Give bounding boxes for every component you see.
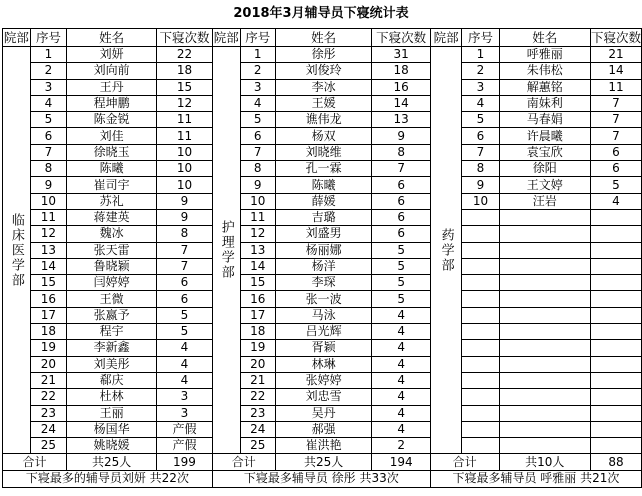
row-count — [590, 226, 641, 242]
row-count: 4 — [372, 324, 430, 340]
row-no: 24 — [30, 421, 66, 437]
row-name — [499, 307, 590, 323]
row-name: 王丹 — [67, 79, 157, 95]
row-name — [499, 291, 590, 307]
row-count: 14 — [590, 63, 641, 79]
name-header: 姓名 — [67, 29, 157, 47]
row-count: 7 — [590, 95, 641, 111]
name-header: 姓名 — [275, 29, 372, 47]
row-no — [462, 258, 499, 274]
row-name — [499, 389, 590, 405]
row-no: 1 — [30, 47, 66, 63]
row-name — [499, 275, 590, 291]
row-count: 4 — [372, 340, 430, 356]
table-row — [3, 47, 642, 63]
row-no: 25 — [30, 438, 66, 454]
footer-row — [3, 470, 642, 487]
row-name — [499, 356, 590, 372]
row-count — [590, 405, 641, 421]
row-count — [590, 421, 641, 437]
row-name: 闫婷婷 — [67, 275, 157, 291]
row-count: 产假 — [157, 438, 213, 454]
row-name — [499, 340, 590, 356]
row-name: 鲁晓颖 — [67, 258, 157, 274]
row-count — [590, 389, 641, 405]
row-count: 10 — [157, 177, 213, 193]
row-count — [590, 209, 641, 225]
row-count: 7 — [590, 128, 641, 144]
table-row — [3, 291, 642, 307]
table-row — [3, 405, 642, 421]
row-no: 15 — [30, 275, 66, 291]
row-count: 31 — [372, 47, 430, 63]
row-name — [499, 209, 590, 225]
row-no: 7 — [240, 144, 275, 160]
row-name: 胥颖 — [275, 340, 372, 356]
row-name: 徐彤 — [275, 47, 372, 63]
row-name: 吉璐 — [275, 209, 372, 225]
row-count: 10 — [157, 144, 213, 160]
total-label: 合计 — [430, 454, 499, 470]
row-name: 杜林 — [67, 389, 157, 405]
row-name: 陈曦 — [275, 177, 372, 193]
row-count: 21 — [590, 47, 641, 63]
row-name: 刘晓维 — [275, 144, 372, 160]
count-header: 下寝次数 — [157, 29, 213, 47]
row-count: 4 — [157, 356, 213, 372]
name-header: 姓名 — [499, 29, 590, 47]
row-no — [462, 226, 499, 242]
row-no: 13 — [30, 242, 66, 258]
row-count — [590, 324, 641, 340]
table-row — [3, 209, 642, 225]
row-no: 7 — [462, 144, 499, 160]
row-name — [499, 324, 590, 340]
row-no — [462, 405, 499, 421]
dept-label: 护理学部 — [212, 47, 240, 454]
row-no: 13 — [240, 242, 275, 258]
row-count: 4 — [372, 421, 430, 437]
row-no: 21 — [30, 372, 66, 388]
row-no — [462, 324, 499, 340]
row-count: 7 — [157, 242, 213, 258]
row-name: 王媛 — [275, 95, 372, 111]
row-count: 4 — [590, 193, 641, 209]
row-no: 6 — [240, 128, 275, 144]
table-row — [3, 161, 642, 177]
row-name: 蒋建英 — [67, 209, 157, 225]
row-count: 9 — [372, 128, 430, 144]
row-count: 7 — [590, 112, 641, 128]
row-name: 刘忠雪 — [275, 389, 372, 405]
row-count: 6 — [372, 177, 430, 193]
row-no: 9 — [462, 177, 499, 193]
row-name — [499, 258, 590, 274]
row-name: 许晨曦 — [499, 128, 590, 144]
row-name: 杨双 — [275, 128, 372, 144]
row-name: 刘盛男 — [275, 226, 372, 242]
table-row — [3, 242, 642, 258]
row-no: 9 — [240, 177, 275, 193]
table-row — [3, 340, 642, 356]
row-count: 11 — [590, 79, 641, 95]
row-no: 2 — [240, 63, 275, 79]
row-no: 3 — [30, 79, 66, 95]
row-name: 吕光辉 — [275, 324, 372, 340]
table-row — [3, 193, 642, 209]
row-name: 郗庆 — [67, 372, 157, 388]
row-name — [499, 421, 590, 437]
row-no: 11 — [30, 209, 66, 225]
table-row — [3, 307, 642, 323]
total-label: 合计 — [3, 454, 67, 470]
row-name: 王微 — [67, 291, 157, 307]
row-count: 4 — [372, 307, 430, 323]
row-name — [499, 242, 590, 258]
row-no: 12 — [30, 226, 66, 242]
row-name: 孔一霖 — [275, 161, 372, 177]
dept-header: 院部 — [430, 29, 462, 47]
row-count: 11 — [157, 112, 213, 128]
row-name — [499, 226, 590, 242]
row-no: 23 — [240, 405, 275, 421]
row-no: 22 — [30, 389, 66, 405]
row-name: 张嬴予 — [67, 307, 157, 323]
row-no: 8 — [462, 161, 499, 177]
row-no: 17 — [240, 307, 275, 323]
row-count: 4 — [372, 389, 430, 405]
row-no: 11 — [240, 209, 275, 225]
no-header: 序号 — [30, 29, 66, 47]
row-no: 16 — [30, 291, 66, 307]
row-name: 林琳 — [275, 356, 372, 372]
row-name: 王文婷 — [499, 177, 590, 193]
row-count: 4 — [372, 356, 430, 372]
table-row — [3, 258, 642, 274]
row-no: 20 — [240, 356, 275, 372]
row-name: 徐阳 — [499, 161, 590, 177]
row-no: 9 — [30, 177, 66, 193]
row-no: 1 — [462, 47, 499, 63]
row-no: 18 — [30, 324, 66, 340]
row-count: 产假 — [157, 421, 213, 437]
row-no — [462, 209, 499, 225]
row-no — [462, 307, 499, 323]
row-name: 刘妍 — [67, 47, 157, 63]
header-row — [3, 29, 642, 47]
row-count: 5 — [372, 275, 430, 291]
count-header: 下寝次数 — [590, 30, 641, 45]
row-no: 10 — [240, 193, 275, 209]
row-name: 谯伟龙 — [275, 112, 372, 128]
row-name: 程坤鹏 — [67, 95, 157, 111]
table-row — [3, 324, 642, 340]
row-count: 18 — [372, 63, 430, 79]
top-counselor-note: 下寝最多辅导员 徐彤 共33次 — [212, 470, 430, 487]
statistics-table — [2, 28, 642, 488]
total-people: 共10人 — [499, 454, 590, 470]
row-no: 7 — [30, 144, 66, 160]
row-name: 朱伟松 — [499, 63, 590, 79]
row-no: 8 — [30, 161, 66, 177]
page-title: 2018年3月辅导员下寝统计表 — [233, 6, 409, 21]
row-name: 魏冰 — [67, 226, 157, 242]
row-count: 14 — [372, 95, 430, 111]
row-count: 16 — [372, 79, 430, 95]
row-no: 4 — [240, 95, 275, 111]
row-count — [590, 356, 641, 372]
no-header: 序号 — [462, 29, 499, 47]
row-count: 5 — [157, 324, 213, 340]
row-no: 16 — [240, 291, 275, 307]
row-count: 9 — [157, 193, 213, 209]
row-no: 10 — [462, 193, 499, 209]
row-count: 4 — [157, 372, 213, 388]
row-name: 刘美彤 — [67, 356, 157, 372]
row-name: 刘向前 — [67, 63, 157, 79]
row-name: 杨丽娜 — [275, 242, 372, 258]
row-no: 5 — [462, 112, 499, 128]
row-name: 姚晓媛 — [67, 438, 157, 454]
table-row — [3, 144, 642, 160]
row-count: 6 — [372, 193, 430, 209]
row-count: 8 — [372, 144, 430, 160]
top-counselor-note: 下寝最多的辅导员刘妍 共22次 — [3, 470, 213, 487]
row-count: 6 — [372, 209, 430, 225]
row-count: 18 — [157, 63, 213, 79]
table-row — [3, 63, 642, 79]
row-count: 13 — [372, 112, 430, 128]
row-no: 23 — [30, 405, 66, 421]
table-row — [3, 79, 642, 95]
row-count: 5 — [372, 258, 430, 274]
row-no — [462, 356, 499, 372]
row-no: 14 — [240, 258, 275, 274]
row-no: 5 — [240, 112, 275, 128]
row-count: 5 — [590, 177, 641, 193]
total-people: 共25人 — [67, 454, 157, 470]
row-no: 21 — [240, 372, 275, 388]
row-count: 6 — [157, 275, 213, 291]
row-count: 7 — [372, 161, 430, 177]
row-name: 杨洋 — [275, 258, 372, 274]
row-count — [590, 242, 641, 258]
row-no — [462, 438, 499, 454]
row-name: 杨国华 — [67, 421, 157, 437]
row-name: 郝强 — [275, 421, 372, 437]
dept-header: 院部 — [213, 30, 239, 45]
row-name: 崔洪艳 — [275, 438, 372, 454]
row-no: 3 — [240, 79, 275, 95]
table-row — [3, 177, 642, 193]
row-no: 19 — [30, 340, 66, 356]
row-name: 张一波 — [275, 291, 372, 307]
row-no: 20 — [30, 356, 66, 372]
row-name: 刘佳 — [67, 128, 157, 144]
row-count — [590, 291, 641, 307]
row-count — [590, 258, 641, 274]
row-no: 2 — [30, 63, 66, 79]
table-row — [3, 112, 642, 128]
row-no — [462, 291, 499, 307]
row-no: 19 — [240, 340, 275, 356]
row-name: 马春娟 — [499, 112, 590, 128]
row-count: 6 — [590, 144, 641, 160]
row-name: 王丽 — [67, 405, 157, 421]
row-no — [462, 275, 499, 291]
row-name — [499, 372, 590, 388]
row-count: 5 — [372, 291, 430, 307]
row-count: 2 — [372, 438, 430, 454]
row-no: 24 — [240, 421, 275, 437]
row-count: 12 — [157, 95, 213, 111]
row-no: 4 — [30, 95, 66, 111]
row-count: 8 — [157, 226, 213, 242]
row-name: 吴丹 — [275, 405, 372, 421]
row-name: 张婷婷 — [275, 372, 372, 388]
row-no: 5 — [30, 112, 66, 128]
row-no: 1 — [240, 47, 275, 63]
total-count: 199 — [157, 454, 213, 470]
row-no: 12 — [240, 226, 275, 242]
total-people: 共25人 — [275, 454, 372, 470]
row-no — [462, 340, 499, 356]
count-header: 下寝次数 — [372, 29, 430, 47]
row-name — [499, 438, 590, 454]
row-no: 6 — [462, 128, 499, 144]
row-count: 5 — [372, 242, 430, 258]
table-row — [3, 95, 642, 111]
row-name: 马泳 — [275, 307, 372, 323]
row-count: 4 — [372, 405, 430, 421]
row-count — [590, 307, 641, 323]
row-count — [590, 438, 641, 454]
row-name: 薛媛 — [275, 193, 372, 209]
row-no: 14 — [30, 258, 66, 274]
total-count: 194 — [372, 454, 430, 470]
table-row — [3, 356, 642, 372]
row-no — [462, 421, 499, 437]
row-no: 2 — [462, 63, 499, 79]
dept-label: 临床医学部 — [3, 47, 31, 454]
row-name — [499, 405, 590, 421]
table-row — [3, 372, 642, 388]
row-no — [462, 242, 499, 258]
row-no: 25 — [240, 438, 275, 454]
row-name: 陈曦 — [67, 161, 157, 177]
row-name: 南妹利 — [499, 95, 590, 111]
row-no: 10 — [30, 193, 66, 209]
row-name: 张天雷 — [67, 242, 157, 258]
row-count: 6 — [372, 226, 430, 242]
row-count — [590, 372, 641, 388]
table-row — [3, 128, 642, 144]
total-label: 合计 — [212, 454, 275, 470]
row-name: 解蕙铭 — [499, 79, 590, 95]
row-name: 徐晓玉 — [67, 144, 157, 160]
row-name: 李琛 — [275, 275, 372, 291]
table-row — [3, 421, 642, 437]
row-name: 袁宝欣 — [499, 144, 590, 160]
row-name: 崔司宇 — [67, 177, 157, 193]
row-no: 17 — [30, 307, 66, 323]
row-count — [590, 275, 641, 291]
row-no — [462, 389, 499, 405]
row-count: 3 — [157, 405, 213, 421]
row-count: 9 — [157, 209, 213, 225]
table-row — [3, 275, 642, 291]
row-count: 5 — [157, 307, 213, 323]
row-no: 22 — [240, 389, 275, 405]
row-name: 呼雅丽 — [499, 47, 590, 63]
table-row — [3, 438, 642, 454]
row-count — [590, 340, 641, 356]
row-name: 刘俊玲 — [275, 63, 372, 79]
row-count: 15 — [157, 79, 213, 95]
row-no: 4 — [462, 95, 499, 111]
row-name: 苏礼 — [67, 193, 157, 209]
row-name: 李冰 — [275, 79, 372, 95]
no-header: 序号 — [240, 29, 275, 47]
row-no: 8 — [240, 161, 275, 177]
row-name: 程宇 — [67, 324, 157, 340]
row-no: 18 — [240, 324, 275, 340]
row-no: 6 — [30, 128, 66, 144]
top-counselor-note: 下寝最多辅导员 呼雅丽 共21次 — [430, 470, 641, 487]
row-count: 4 — [372, 372, 430, 388]
dept-header: 院部 — [3, 30, 29, 45]
total-row — [3, 454, 642, 470]
row-name: 陈金锐 — [67, 112, 157, 128]
row-count: 10 — [157, 161, 213, 177]
row-no: 3 — [462, 79, 499, 95]
row-count: 11 — [157, 128, 213, 144]
row-count: 7 — [157, 258, 213, 274]
row-no — [462, 372, 499, 388]
row-count: 4 — [157, 340, 213, 356]
row-no: 15 — [240, 275, 275, 291]
row-count: 6 — [157, 291, 213, 307]
row-count: 3 — [157, 389, 213, 405]
dept-label: 药学部 — [430, 47, 462, 454]
row-name: 汪岩 — [499, 193, 590, 209]
row-name: 李新鑫 — [67, 340, 157, 356]
row-count: 22 — [157, 47, 213, 63]
table-row — [3, 389, 642, 405]
total-count: 88 — [590, 454, 641, 470]
table-row — [3, 226, 642, 242]
row-count: 6 — [590, 161, 641, 177]
